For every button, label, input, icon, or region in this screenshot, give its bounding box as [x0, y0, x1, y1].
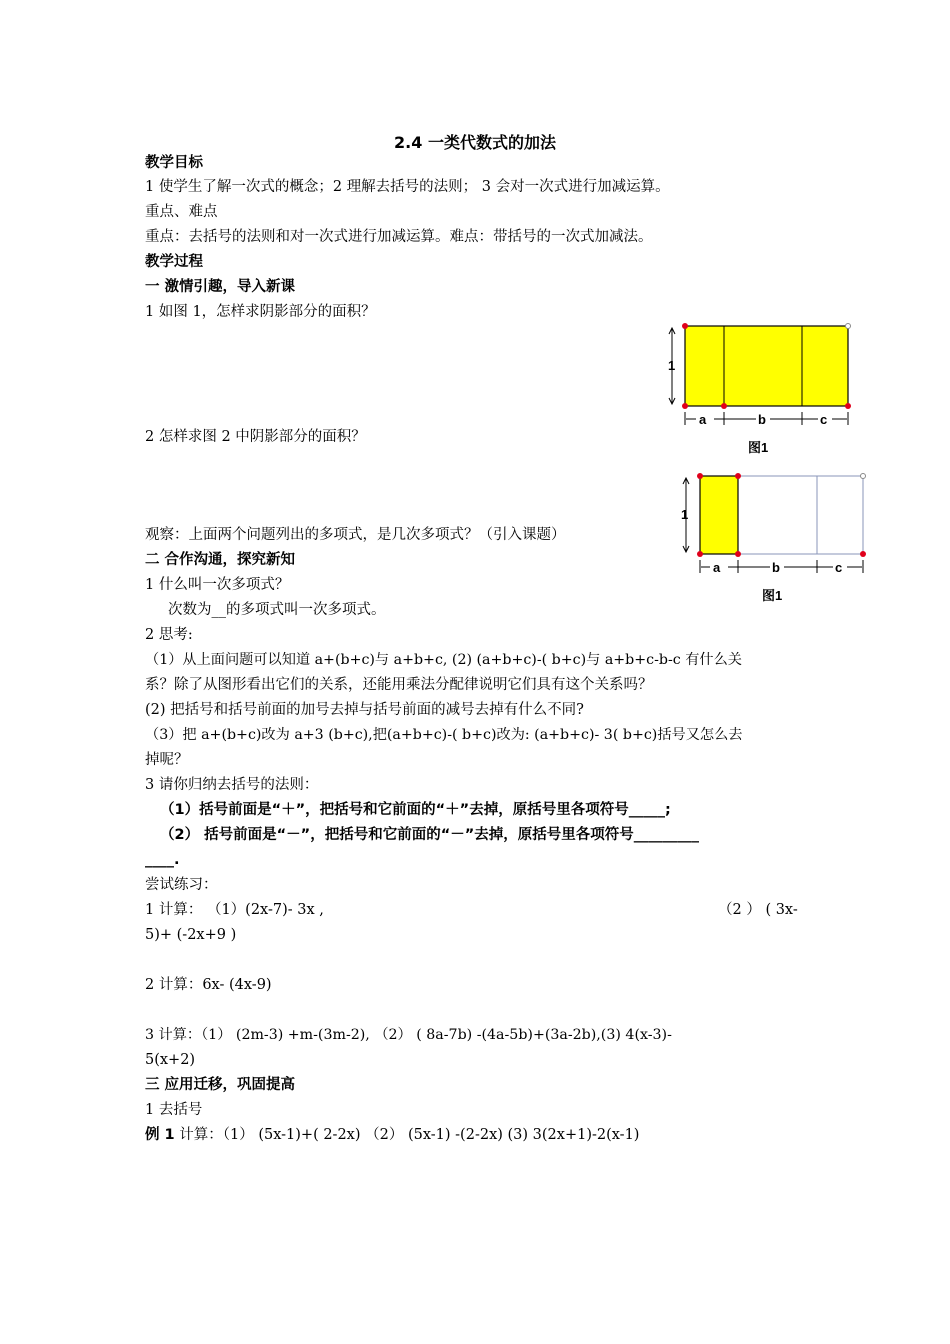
exercise-3-line-1: 3 计算：（1） (2m-3) +m-(3m-2), （2） ( 8a-7b) -(4a-5b)+(3a-2b),(3) 4(x-3)- [145, 1027, 672, 1043]
exercise-1-part-2: （2 ） ( 3x- [718, 902, 798, 918]
figure-2-label-a: a [713, 560, 721, 575]
figure-1-point [845, 403, 851, 409]
question-1: 1 如图 1，怎样求阴影部分的面积？ [145, 304, 376, 320]
key-text: 重点：去括号的法则和对一次式进行加减运算。难点：带括号的一次式加减法。 [145, 229, 653, 245]
figure-2-label-1: 1 [681, 507, 689, 522]
figure-1-shaded-region [685, 326, 848, 406]
part2-question-1: 1 什么叫一次多项式？ [145, 577, 290, 593]
think-2: (2) 把括号和括号前面的加号去掉与括号前面的减号去掉有什么不同? [145, 702, 584, 718]
figure-2-label-c: c [835, 560, 843, 575]
rule-heading: 3 请你归纳去括号的法则： [145, 777, 319, 793]
observe-text: 观察：上面两个问题列出的多项式，是几次多项式？（引入课题） [145, 527, 566, 543]
figure-2-point [735, 551, 741, 557]
key-heading: 重点、难点 [145, 204, 218, 220]
rule-2-line-1: （2） 括号前面是“－”，把括号和它前面的“－”去掉，原括号里各项符号_________ [160, 827, 700, 843]
example-text: 计算：（1） (5x-1)+( 2-2x) （2） (5x-1) -(2-2x) (3) 3(2x+1)-2(x-1) [174, 1127, 640, 1143]
rule-1: （1）括号前面是“＋”，把括号和它前面的“＋”去掉，原括号里各项符号_____; [160, 802, 671, 818]
question-2: 2 怎样求图 2 中阴影部分的面积？ [145, 429, 366, 445]
exercise-2: 2 计算：6x- (4x-9) [145, 977, 272, 993]
figure-2-label-b: b [772, 560, 780, 575]
practice-heading: 尝试练习： [145, 877, 218, 893]
think-heading: 2 思考: [145, 627, 193, 643]
figure-1-label-1: 1 [668, 358, 676, 373]
figure-2-point [860, 551, 866, 557]
figure-1-label-c: c [820, 412, 828, 427]
figure-2-point [861, 474, 866, 479]
part3-heading: 三 应用迁移，巩固提高 [145, 1077, 296, 1093]
part3-question-1: 1 去括号 [145, 1102, 203, 1118]
figure-1 [660, 318, 870, 460]
example-1 [145, 1125, 639, 1145]
exercise-3-line-2: 5(x+2) [145, 1052, 196, 1068]
figure-1-label-b: b [758, 412, 766, 427]
example-label: 例 1 [145, 1127, 175, 1143]
goals-text: 1 使学生了解一次式的概念；2 理解去括号的法则； 3 会对一次式进行加减运算。 [145, 179, 670, 195]
figure-2-point [735, 473, 741, 479]
part2-answer-1: 次数为__的多项式叫一次多项式。 [168, 602, 386, 618]
exercise-1-continued: 5)+ (-2x+9 ) [145, 927, 237, 943]
exercise-1: 1 计算： （1）(2x-7)- 3x , [145, 902, 324, 918]
figure-1-label-a: a [699, 412, 707, 427]
think-1-line-2: 系？除了从图形看出它们的关系，还能用乘法分配律说明它们具有这个关系吗？ [145, 677, 653, 693]
figure-1-caption: 图1 [748, 440, 769, 455]
think-3-line-2: 掉呢？ [145, 752, 189, 768]
heading-process: 教学过程 [145, 254, 203, 270]
think-1-line-1: （1）从上面问题可以知道 a+(b+c)与 a+b+c, (2) (a+b+c)-( b+c)与 a+b+c-b-c 有什么关 [145, 652, 742, 668]
figure-1-point [721, 403, 727, 409]
think-3-line-1: （3）把 a+(b+c)改为 a+3 (b+c),把(a+b+c)-( b+c)改为: (a+b+c)- 3( b+c)括号又怎么去 [145, 727, 743, 743]
figure-2-point [697, 473, 703, 479]
part1-heading: 一 激情引趣，导入新课 [145, 279, 296, 295]
figure-2-point [697, 551, 703, 557]
part2-heading: 二 合作沟通，探究新知 [145, 552, 296, 568]
figure-1-point [682, 403, 688, 409]
heading-goals: 教学目标 [145, 155, 203, 171]
figure-1-point [846, 324, 851, 329]
rule-2-line-2: ____. [145, 852, 180, 868]
page-title: 2.4 一类代数式的加法 [394, 133, 556, 152]
figure-2 [670, 468, 880, 610]
figure-2-shaded-region [700, 476, 738, 554]
figure-1-point [682, 323, 688, 329]
figure-2-caption: 图1 [762, 588, 783, 603]
